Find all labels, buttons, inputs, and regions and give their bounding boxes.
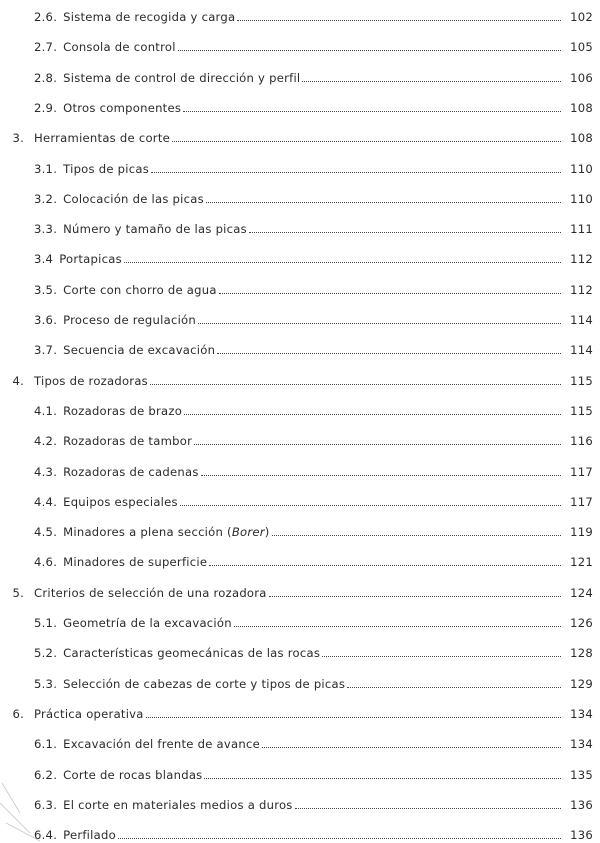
toc-entry-title: Colocación de las picas <box>63 191 204 206</box>
toc-entry[interactable] <box>0 737 593 751</box>
toc-entry-page-number: 126 <box>570 616 593 630</box>
toc-entry-page-number: 114 <box>570 313 593 327</box>
toc-entry[interactable] <box>0 707 593 721</box>
toc-entry-number: 5.2. <box>34 646 58 661</box>
toc-entry-title: Rozadoras de tambor <box>63 434 193 449</box>
dot-leader <box>295 807 561 809</box>
toc-entry-number: 2.8. <box>34 70 58 85</box>
toc-entry-title: Otros componentes <box>63 100 182 115</box>
toc-entry[interactable] <box>0 798 593 812</box>
toc-entry-page-number: 112 <box>570 252 593 267</box>
toc-entry-title: Rozadoras de brazo <box>63 403 183 418</box>
toc-entry[interactable] <box>0 495 593 509</box>
toc-entry-number: 4.5. <box>34 525 58 540</box>
dot-leader <box>124 261 561 263</box>
toc-entry[interactable] <box>0 374 593 388</box>
toc-entry[interactable] <box>0 162 593 176</box>
dot-leader <box>269 595 561 597</box>
toc-entry-title-italic: Borer <box>231 525 265 540</box>
toc-entry-page-number: 116 <box>570 434 593 449</box>
dot-leader <box>347 686 561 688</box>
toc-entry[interactable] <box>0 616 593 630</box>
toc-entry-page-number: 108 <box>570 100 593 115</box>
dot-leader <box>209 564 561 566</box>
dot-leader <box>206 201 561 203</box>
toc-entry-number: 6.1. <box>34 737 58 752</box>
toc-entry-title: Criterios de selección de una rozadora <box>34 585 267 600</box>
toc-entry-number: 4.3. <box>34 464 58 479</box>
dot-leader <box>272 534 561 536</box>
toc-entry-page-number: 110 <box>570 191 593 206</box>
toc-entry-title: Portapicas <box>59 252 122 267</box>
toc-entry-page-number: 136 <box>570 828 593 843</box>
toc-entry-page-number: 119 <box>570 525 593 540</box>
toc-entry[interactable] <box>0 71 593 85</box>
toc-entry-title: Corte de rocas blandas <box>63 767 203 782</box>
toc-entry-page-number: 114 <box>570 343 593 358</box>
toc-entry-page-number: 110 <box>570 161 593 176</box>
toc-entry-number: 5.1. <box>34 616 58 630</box>
toc-entry-title: Herramientas de corte <box>34 131 170 146</box>
toc-entry-title: Excavación del frente de avance <box>63 737 260 752</box>
toc-entry-title: Minadores de superficie <box>63 555 208 570</box>
toc-entry-title: Corte con chorro de agua <box>63 282 217 297</box>
toc-entry-number: 3.4 <box>34 252 54 267</box>
toc-entry-title: Tipos de rozadoras <box>34 373 148 388</box>
toc-entry-page-number: 121 <box>570 555 593 570</box>
toc-entry-page-number: 136 <box>570 797 593 812</box>
dot-leader <box>249 231 561 233</box>
toc-entry[interactable] <box>0 586 593 600</box>
dot-leader <box>172 140 561 142</box>
toc-entry-number: 3. <box>12 131 24 146</box>
dot-leader <box>194 443 561 445</box>
toc-entry-page-number: 129 <box>570 676 593 691</box>
toc-entry[interactable] <box>0 677 593 691</box>
toc-entry-title: El corte en materiales medios a duros <box>63 797 293 812</box>
toc-entry-title: Secuencia de excavación <box>63 343 216 358</box>
toc-entry-number: 4.1. <box>34 403 58 418</box>
toc-entry-title: Minadores a plena sección (Borer) <box>63 525 270 540</box>
toc-entry[interactable] <box>0 828 593 842</box>
toc-entry-page-number: 128 <box>570 646 593 661</box>
dot-leader <box>151 171 561 173</box>
toc-entry-number: 2.7. <box>34 40 58 55</box>
toc-entry-page-number: 135 <box>570 767 593 782</box>
toc-entry-number: 6.3. <box>34 797 58 812</box>
toc-entry-page-number: 111 <box>570 222 593 237</box>
toc-entry-title: Número y tamaño de las picas <box>63 222 247 237</box>
toc-entry-number: 6. <box>12 706 24 721</box>
toc-entry[interactable] <box>0 283 593 297</box>
toc-entry-page-number: 117 <box>570 494 593 509</box>
toc-entry-page-number: 102 <box>570 10 593 24</box>
toc-entry-page-number: 115 <box>570 373 593 388</box>
toc-entry-title: Perfilado <box>63 828 116 843</box>
toc-entry[interactable] <box>0 222 593 236</box>
dot-leader <box>178 49 561 51</box>
toc-entry-page-number: 134 <box>570 706 593 721</box>
dot-leader <box>180 504 561 506</box>
toc-entry-number: 5.3. <box>34 676 58 691</box>
toc-entry-title: Sistema de recogida y carga <box>63 10 236 24</box>
toc-entry-page-number: 108 <box>570 131 593 146</box>
dot-leader <box>262 746 561 748</box>
toc-entry[interactable] <box>0 434 593 448</box>
toc-entry[interactable] <box>0 343 593 357</box>
dot-leader <box>198 322 561 324</box>
toc-entry-page-number: 134 <box>570 737 593 752</box>
dot-leader <box>204 777 561 779</box>
dot-leader <box>183 110 561 112</box>
toc-entry-number: 5. <box>12 585 24 600</box>
toc-entry-title: Práctica operativa <box>34 706 144 721</box>
toc-entry-number: 2.6. <box>34 10 58 24</box>
dot-leader <box>237 19 561 21</box>
dot-leader <box>302 80 561 82</box>
toc-entry-number: 4.2. <box>34 434 58 449</box>
toc-entry-page-number: 105 <box>570 40 593 55</box>
toc-entry-number: 6.2. <box>34 767 58 782</box>
dot-leader <box>146 716 561 718</box>
toc-entry-title: Selección de cabezas de corte y tipos de picas <box>63 676 346 691</box>
toc-entry-page-number: 115 <box>570 403 593 418</box>
toc-entry-title: Sistema de control de dirección y perfil <box>63 70 301 85</box>
toc-entry-number: 3.1. <box>34 161 58 176</box>
toc-entry-page-number: 106 <box>570 70 593 85</box>
toc-entry-title: Equipos especiales <box>63 494 178 509</box>
toc-entry[interactable] <box>0 252 593 266</box>
toc-entry-title: Proceso de regulación <box>63 313 196 327</box>
toc-entry-page-number: 112 <box>570 282 593 297</box>
toc-entry[interactable] <box>0 101 593 115</box>
toc-entry[interactable] <box>0 313 593 327</box>
toc-entry[interactable] <box>0 10 593 24</box>
scan-smudge <box>0 763 70 843</box>
toc-entry[interactable] <box>0 525 593 539</box>
toc-entry[interactable] <box>0 40 593 54</box>
toc-entry-title: Geometría de la excavación <box>63 616 232 630</box>
dot-leader <box>118 837 561 839</box>
dot-leader <box>234 625 561 627</box>
toc-entry-number: 3.3. <box>34 222 58 237</box>
dot-leader <box>219 292 561 294</box>
toc-entry-title: Rozadoras de cadenas <box>63 464 199 479</box>
toc-entry[interactable] <box>0 465 593 479</box>
toc-entry[interactable] <box>0 646 593 660</box>
toc-entry[interactable] <box>0 192 593 206</box>
toc-entry-page-number: 124 <box>570 585 593 600</box>
dot-leader <box>322 655 561 657</box>
toc-entry-title: Tipos de picas <box>63 161 150 176</box>
toc-entry-title: Consola de control <box>63 40 176 55</box>
toc-entry-number: 3.7. <box>34 343 58 358</box>
dot-leader <box>150 383 561 385</box>
toc-entry-number: 3.2. <box>34 191 58 206</box>
toc-entry-number: 4. <box>12 373 24 388</box>
toc-entry-number: 6.4. <box>34 828 58 843</box>
dot-leader <box>201 474 561 476</box>
toc-entry[interactable] <box>0 555 593 569</box>
toc-entry[interactable] <box>0 131 593 145</box>
dot-leader <box>184 413 561 415</box>
dot-leader <box>217 352 561 354</box>
toc-entry-page-number: 117 <box>570 464 593 479</box>
toc-entry[interactable] <box>0 404 593 418</box>
toc-entry-number: 4.6. <box>34 555 58 570</box>
toc-entry-number: 3.6. <box>34 313 58 327</box>
toc-entry[interactable] <box>0 768 593 782</box>
toc-entry-title: Características geomecánicas de las rocas <box>63 646 321 661</box>
toc-entry-number: 3.5. <box>34 282 58 297</box>
toc-entry-number: 2.9. <box>34 100 58 115</box>
toc-entry-number: 4.4. <box>34 494 58 509</box>
